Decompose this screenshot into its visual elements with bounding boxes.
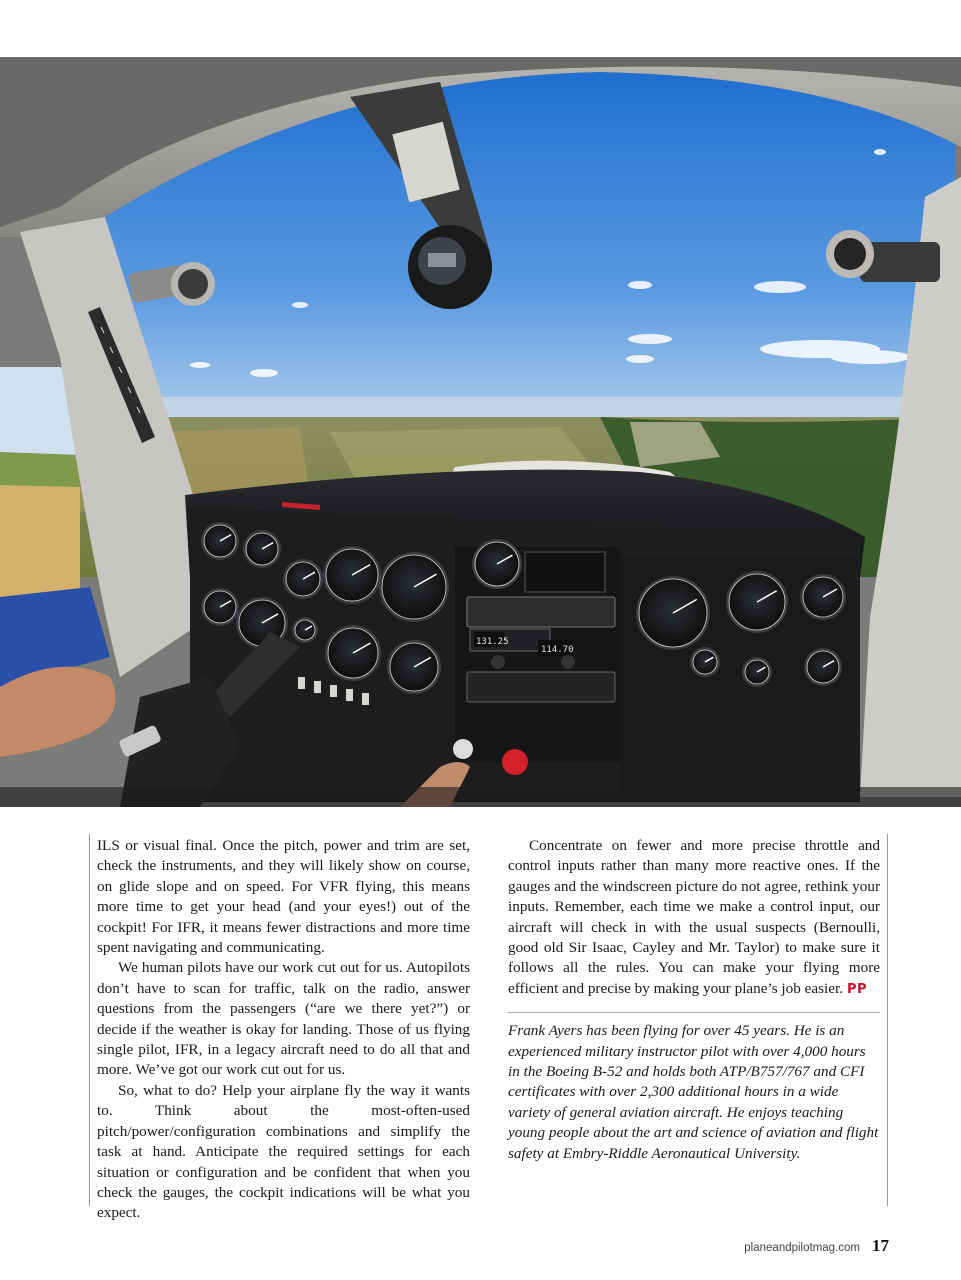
column-rule-right xyxy=(887,834,888,1206)
mixture-knob xyxy=(502,749,528,775)
paragraph: ILS or visual final. Once the pitch, power and trim are set, check the instruments, and they will likely show on course, on glide slope and on speed. For VFR flying, this means more time to get your head (and your eyes!) out of the cockpit! For IFR, it means fewer distractions and more time spent navigating and communicating. xyxy=(97,837,470,957)
bio-divider xyxy=(508,1012,880,1013)
end-mark: PP xyxy=(847,981,868,997)
paragraph-text: Concentrate on fewer and more precise throttle and control inputs rather than many more reactive ones. If the gauges and the windscreen picture do not agree, rethink your inputs. Remember, each time we make a control input, our aircraft will check in with the usual suspects (Bernoulli, good old Sir Isaac, Cayley and Mr. Taylor) to make sure it follows all the rules. You can make your flying more efficient and precise by making your plane’s job easier. xyxy=(508,837,880,997)
page-footer xyxy=(744,1236,889,1256)
footer-website: planeandpilotmag.com xyxy=(744,1242,860,1254)
paragraph: We human pilots have our work cut out for us. Autopilots don’t have to scan for traffic, talk on the radio, answer questions from the passengers (“are we there yet?”) or decide if the weather is okay for landing. Those of us flying single pilot, IFR, in a legacy aircraft need to do all that and more. We’ve got our work cut out for us. xyxy=(97,959,470,1079)
paragraph: So, what to do? Help your airplane fly the way it wants to. Think about the most-often-used pitch/power/configuration combinations and simplify the task at hand. Anticipate the required settings for each situation or configuration and be confident that when you check the gauges, the cockpit indications will be what you expect. xyxy=(97,1081,470,1222)
nav-frequency-readout: 114.70 xyxy=(541,645,574,655)
author-bio: Frank Ayers has been flying for over 45 years. He is an experienced military instructor pilot with over 4,000 hours in the Boeing B-52 and holds both ATP/B757/767 and CFI certificates with over 2,300 additional hours in a wide variety of general aviation aircraft. He enjoys teaching young people about the art and science of aviation and flight safety at Embry-Riddle Aeronautical University. xyxy=(508,1022,879,1162)
paragraph xyxy=(508,836,880,1000)
com-frequency-readout: 131.25 xyxy=(476,637,509,647)
column-rule-left xyxy=(89,834,90,1206)
cockpit-photo xyxy=(0,57,961,807)
page-number: 17 xyxy=(872,1236,889,1255)
article-column-left xyxy=(97,836,470,1224)
article-column-right xyxy=(508,836,880,1164)
